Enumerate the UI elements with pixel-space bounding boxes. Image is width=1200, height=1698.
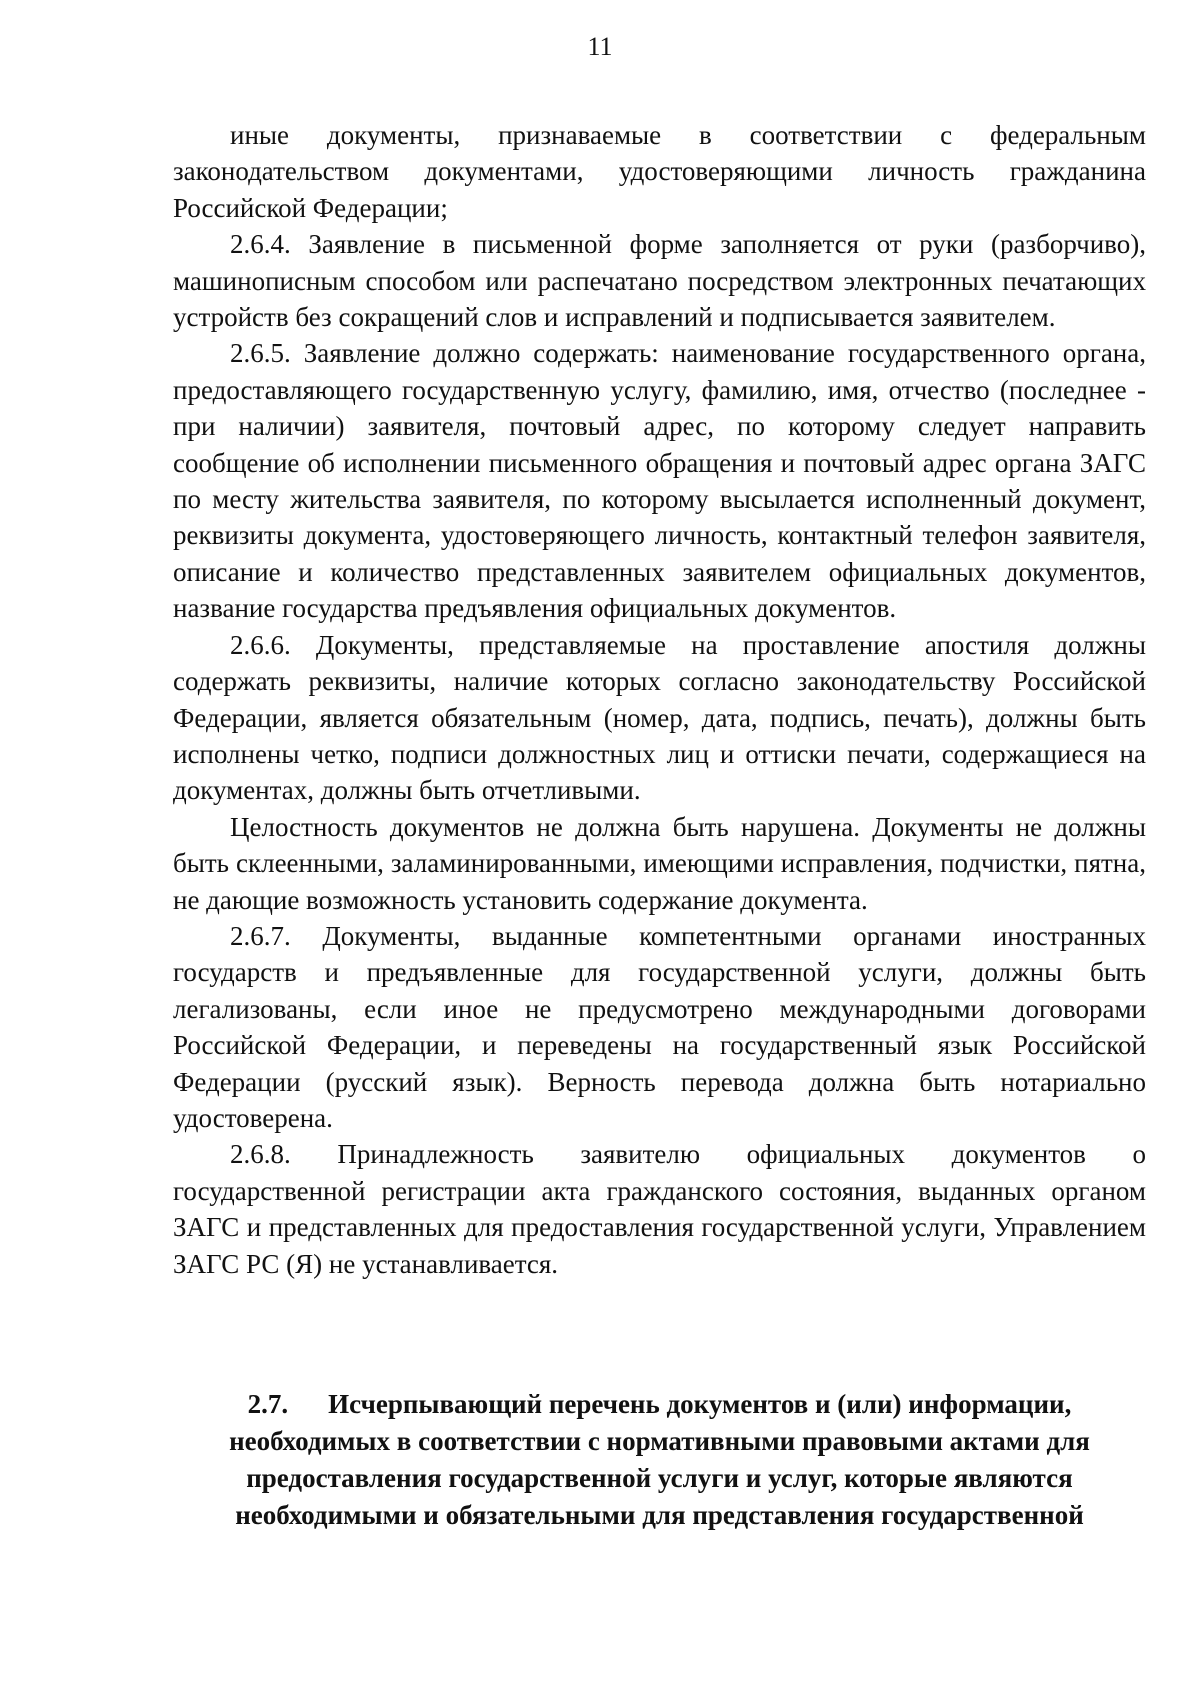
page-number: 11 [587,32,613,61]
paragraph-identity-documents: иные документы, признаваемые в соответствии с федеральным законодательством документами, удостоверяющими личность гражданина Российской Федерации; [173,120,1146,223]
paragraph-2-6-7: 2.6.7. Документы, выданные компетентными органами иностранных государств и предъявленные для государственной услуги, должны быть легализованы, если иное не предусмотрено международными договорами Российской Федерации, и переведены на государственный язык Российской Федерации (русский язык). Верность перевода должна быть нотариально удостоверена. [173,920,1146,1133]
paragraph-2-6-5: 2.6.5. Заявление должно содержать: наименование государственного органа, предоставляющего государственную услугу, фамилию, имя, отчество (последнее - при наличии) заявителя, почтовый адрес, по которому следует направить сообщение об исполнении письменного обращения и почтовый адрес органа ЗАГС по месту жительства заявителя, по которому высылается исполненный документ, реквизиты документа, удостоверяющего личность, контактный телефон заявителя, описание и количество представленных заявителем официальных документов, название государства предъявления официальных документов. [173,338,1146,624]
paragraph-document-integrity: Целостность документов не должна быть нарушена. Документы не должны быть склеенными, заламинированными, имеющими исправления, подчистки, пятна, не дающие возможность установить содержание документа. [173,811,1146,915]
section-heading-2-7 [173,1386,1146,1534]
body-text [173,117,1146,1282]
section-title: Исчерпывающий перечень документов и (или) информации, необходимых в соответствии с нормативными правовыми актами для предоставления государственной услуги и услуг, которые являются необходимыми и обязательными для представления государственной [229,1389,1090,1530]
paragraph-2-6-8: 2.6.8. Принадлежность заявителю официальных документов о государственной регистрации акта гражданского состояния, выданных органом ЗАГС и представленных для предоставления государственной услуги, Управлением ЗАГС РС (Я) не устанавливается. [173,1139,1146,1279]
paragraph-2-6-6: 2.6.6. Документы, представляемые на проставление апостиля должны содержать реквизиты, наличие которых согласно законодательству Российской Федерации, является обязательным (номер, дата, подпись, печать), должны быть исполнены четко, подписи должностных лиц и оттиски печати, содержащиеся на документах, должны быть отчетливыми. [173,629,1146,806]
paragraph-2-6-4: 2.6.4. Заявление в письменной форме заполняется от руки (разборчиво), машинописным способом или распечатано посредством электронных печатающих устройств без сокращений слов и исправлений и подписывается заявителем. [173,229,1146,333]
section-number: 2.7. [247,1389,289,1419]
